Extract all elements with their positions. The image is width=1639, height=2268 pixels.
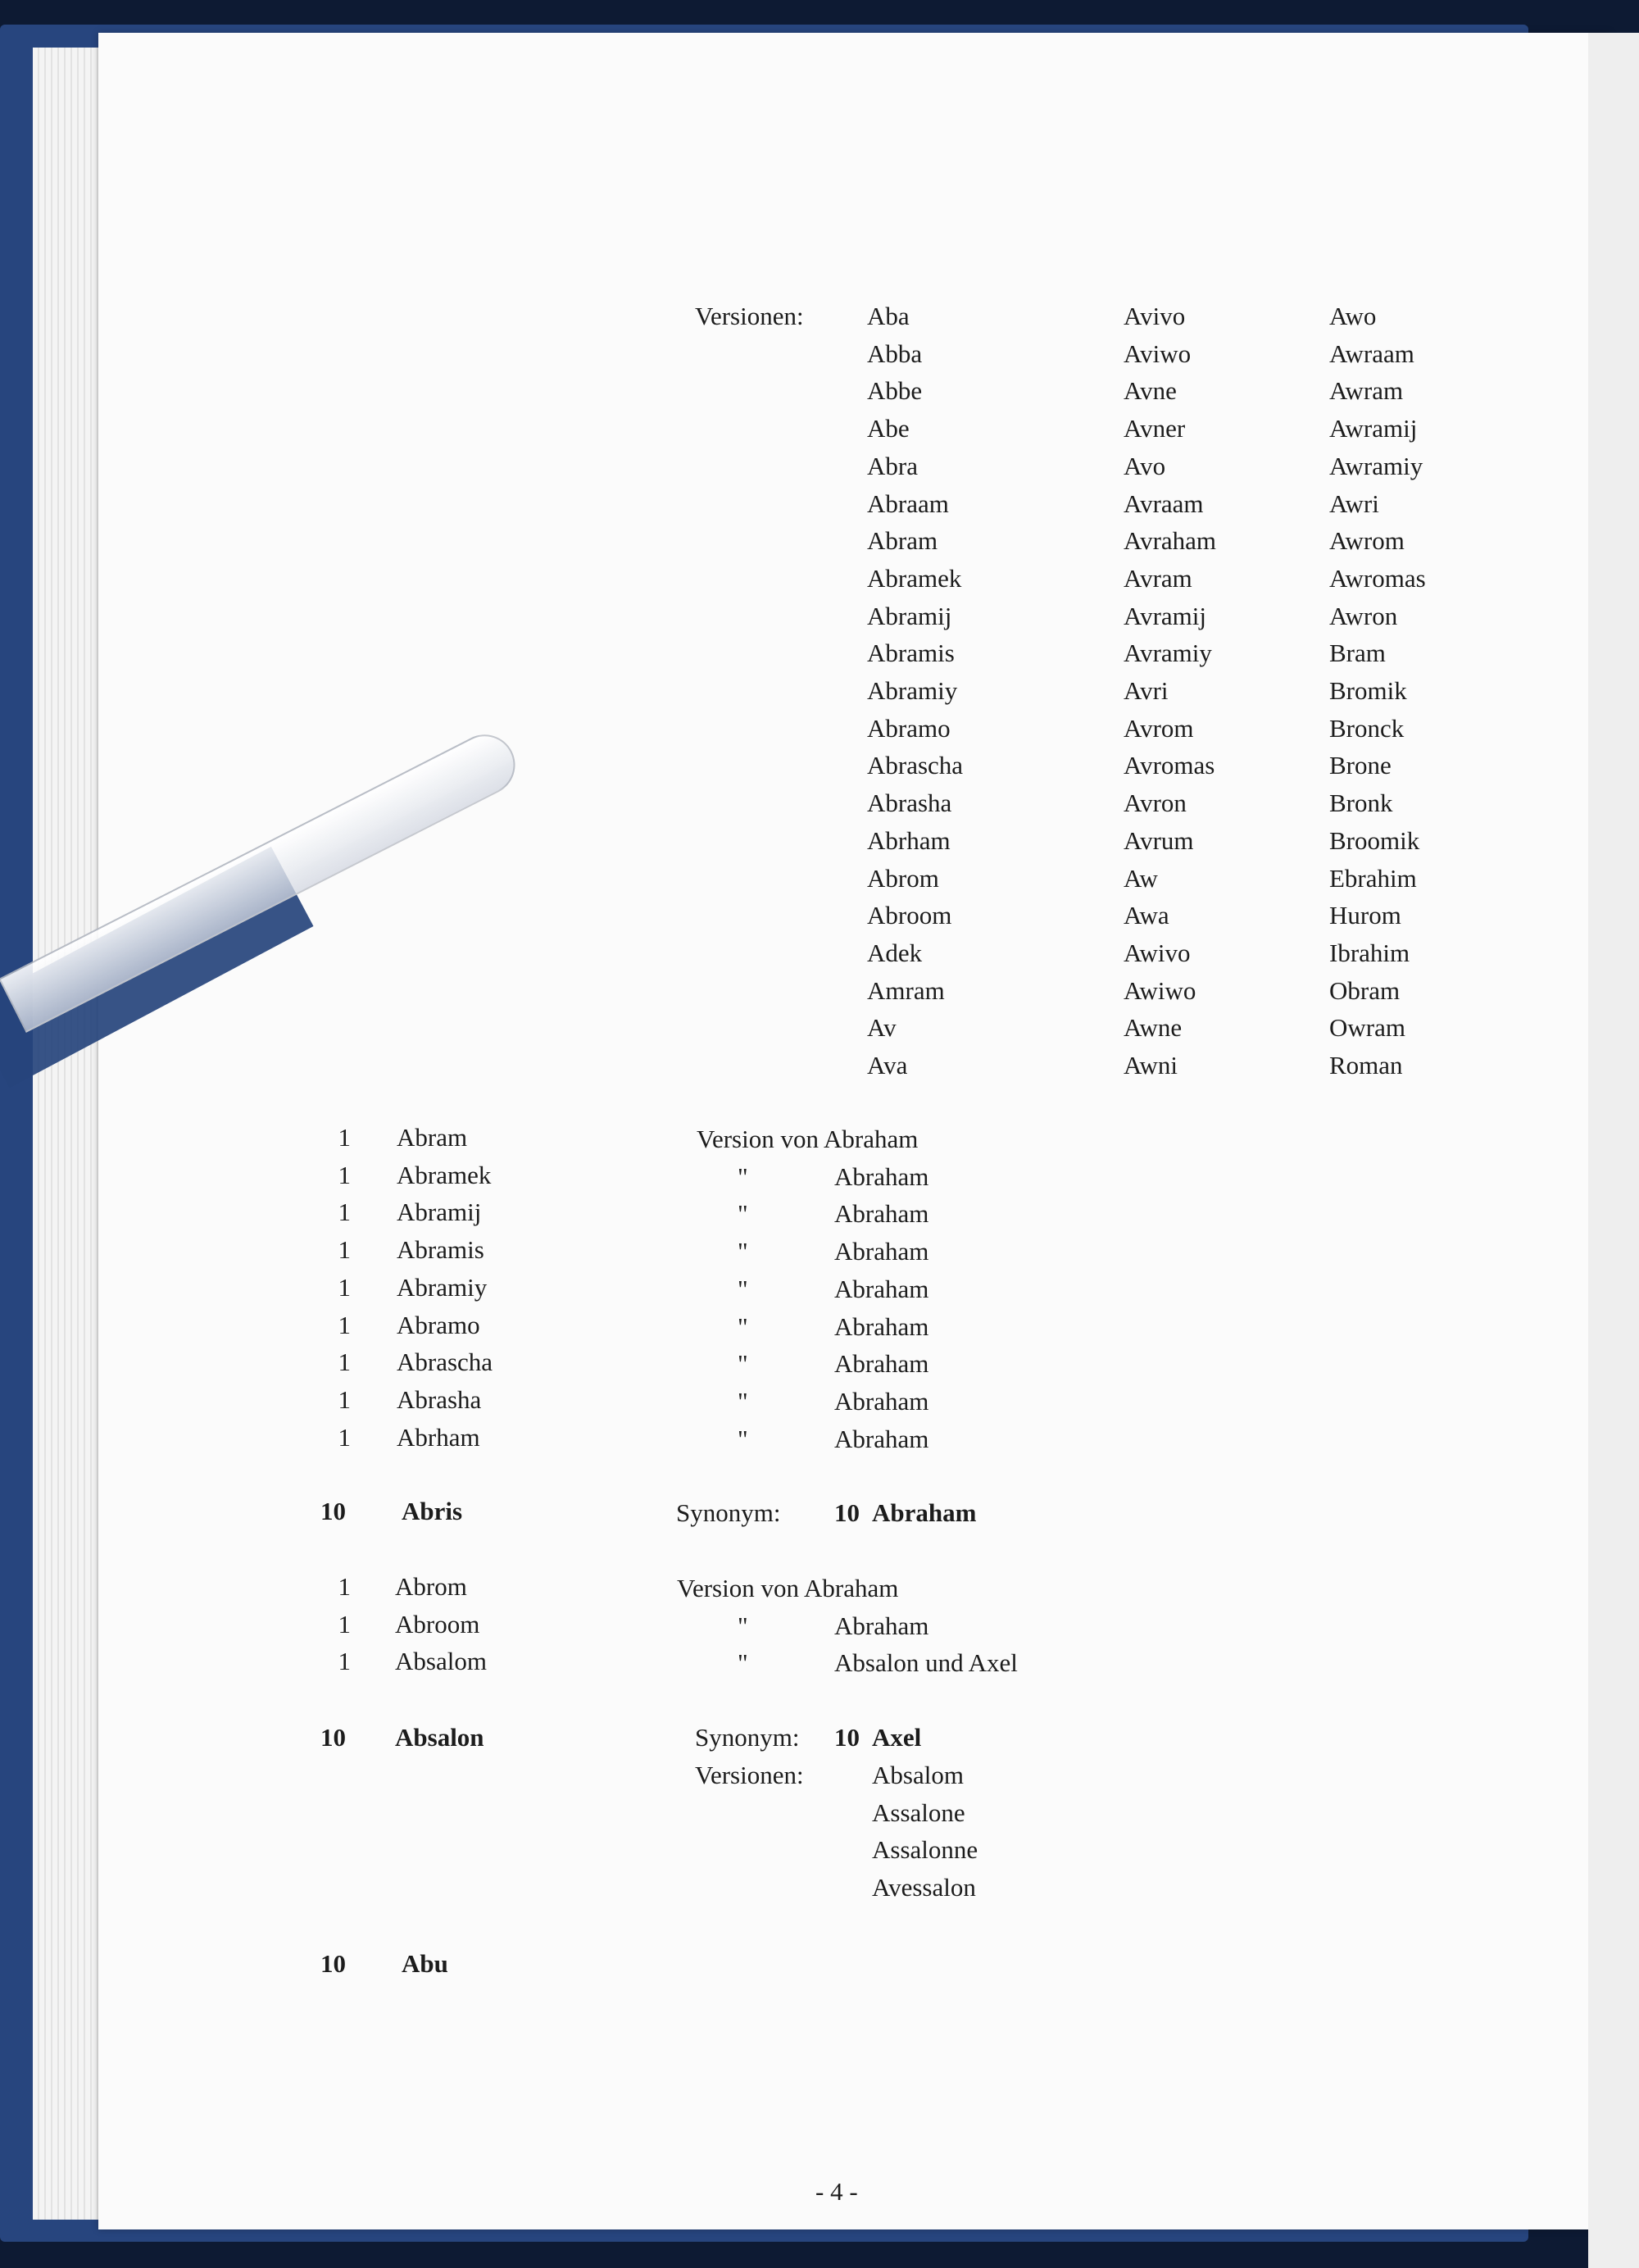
page-number: - 4 -	[815, 2177, 858, 2206]
version-item: Awni	[1124, 1051, 1178, 1079]
version-item: Awivo	[1124, 939, 1191, 967]
entry-name: Abramij	[397, 1198, 482, 1226]
version-item: Awram	[1329, 376, 1404, 405]
version-item: Broomik	[1329, 826, 1420, 855]
version-item: Absalom	[872, 1761, 964, 1789]
version-item: Owram	[1329, 1013, 1405, 1042]
entry-reference: Version von Abraham	[697, 1125, 919, 1153]
version-item: Avraam	[1124, 489, 1204, 518]
version-item: Obram	[1329, 976, 1401, 1005]
entry-reference: Abraham	[834, 1237, 929, 1266]
version-item: Awrom	[1329, 526, 1405, 555]
entry-number: 1	[338, 1273, 351, 1302]
entry-reference: Abraham	[834, 1275, 929, 1303]
version-item: Avraham	[1124, 526, 1217, 555]
entry-number: 1	[338, 1348, 351, 1376]
entry-name: Abrom	[395, 1572, 467, 1601]
version-item: Roman	[1329, 1051, 1403, 1079]
entry-reference: Abraham	[834, 1425, 929, 1453]
version-item: Awron	[1329, 602, 1398, 630]
facing-page-edge	[1588, 33, 1639, 2268]
entry-number: 10	[320, 1949, 346, 1978]
version-item: Aviwo	[1124, 339, 1192, 368]
ditto-mark: "	[738, 1237, 748, 1266]
entry-name: Abramiy	[397, 1273, 488, 1302]
version-item: Bram	[1329, 639, 1386, 667]
version-item: Awo	[1329, 302, 1377, 330]
version-item: Abra	[867, 452, 918, 480]
version-item: Abramo	[867, 714, 951, 743]
synonym-name: Axel	[872, 1723, 922, 1752]
version-item: Ava	[867, 1051, 908, 1079]
entry-name: Abrham	[397, 1423, 480, 1452]
entry-reference: Version von Abraham	[677, 1574, 899, 1602]
ditto-mark: "	[738, 1648, 748, 1677]
entry-number: 1	[338, 1647, 351, 1675]
version-item: Awne	[1124, 1013, 1183, 1042]
version-item: Avramiy	[1124, 639, 1212, 667]
version-item: Abraam	[867, 489, 949, 518]
entry-name: Abramo	[397, 1311, 480, 1339]
version-item: Avner	[1124, 414, 1186, 443]
version-item: Abe	[867, 414, 910, 443]
entry-number: 1	[338, 1572, 351, 1601]
version-item: Abba	[867, 339, 923, 368]
version-item: Avramij	[1124, 602, 1207, 630]
entry-name: Abroom	[395, 1610, 480, 1639]
version-item: Bronck	[1329, 714, 1405, 743]
entry-number: 1	[338, 1198, 351, 1226]
entry-name: Abram	[397, 1123, 468, 1152]
version-item: Abram	[867, 526, 938, 555]
synonym-number: 10	[834, 1498, 860, 1527]
version-item: Abrasha	[867, 789, 952, 817]
version-item: Hurom	[1329, 901, 1401, 929]
version-item: Abramis	[867, 639, 955, 667]
synonym-name: Abraham	[872, 1498, 977, 1527]
version-item: Avron	[1124, 789, 1187, 817]
versions-label: Versionen:	[695, 302, 804, 330]
version-item: Ibrahim	[1329, 939, 1410, 967]
entry-reference: Absalon und Axel	[834, 1648, 1018, 1677]
entry-name: Abramis	[397, 1235, 484, 1264]
entry-name: Absalom	[395, 1647, 487, 1675]
entry-name-abris: Abris	[402, 1497, 463, 1525]
version-item: Avne	[1124, 376, 1177, 405]
versions-label: Versionen:	[695, 1761, 804, 1789]
version-item: Avri	[1124, 676, 1169, 705]
synonym-number: 10	[834, 1723, 860, 1752]
version-item: Avessalon	[872, 1873, 976, 1902]
ditto-mark: "	[738, 1199, 748, 1228]
version-item: Awramij	[1329, 414, 1418, 443]
version-item: Amram	[867, 976, 945, 1005]
ditto-mark: "	[738, 1162, 748, 1191]
entry-name: Abramek	[397, 1161, 492, 1189]
version-item: Aw	[1124, 864, 1158, 893]
entry-number: 1	[338, 1423, 351, 1452]
version-item: Abrom	[867, 864, 939, 893]
ditto-mark: "	[738, 1349, 748, 1378]
ditto-mark: "	[738, 1611, 748, 1640]
version-item: Abramiy	[867, 676, 958, 705]
version-item: Bromik	[1329, 676, 1407, 705]
version-item: Avromas	[1124, 751, 1215, 779]
entry-name-abu: Abu	[402, 1949, 448, 1978]
entry-number: 1	[338, 1610, 351, 1639]
entry-reference: Abraham	[834, 1349, 929, 1378]
entry-number: 10	[320, 1497, 346, 1525]
version-item: Avrum	[1124, 826, 1194, 855]
version-item: Awa	[1124, 901, 1169, 929]
version-item: Bronk	[1329, 789, 1393, 817]
version-item: Adek	[867, 939, 923, 967]
version-item: Abroom	[867, 901, 952, 929]
entry-name-absalon: Absalon	[395, 1723, 484, 1752]
entry-number: 10	[320, 1723, 346, 1752]
ditto-mark: "	[738, 1312, 748, 1341]
version-item: Abramij	[867, 602, 952, 630]
version-item: Avo	[1124, 452, 1166, 480]
version-item: Brone	[1329, 751, 1392, 779]
ditto-mark: "	[738, 1387, 748, 1416]
version-item: Abbe	[867, 376, 923, 405]
synonym-label: Synonym:	[676, 1498, 781, 1527]
version-item: Avrom	[1124, 714, 1194, 743]
entry-number: 1	[338, 1123, 351, 1152]
entry-reference: Abraham	[834, 1312, 929, 1341]
version-item: Awraam	[1329, 339, 1414, 368]
version-item: Assalone	[872, 1798, 965, 1827]
entry-number: 1	[338, 1235, 351, 1264]
version-item: Awiwo	[1124, 976, 1196, 1005]
version-item: Avram	[1124, 564, 1192, 593]
entry-name: Abrascha	[397, 1348, 493, 1376]
version-item: Aba	[867, 302, 910, 330]
entry-reference: Abraham	[834, 1387, 929, 1416]
entry-reference: Abraham	[834, 1611, 929, 1640]
version-item: Abramek	[867, 564, 962, 593]
entry-number: 1	[338, 1385, 351, 1414]
version-item: Abrham	[867, 826, 951, 855]
entry-number: 1	[338, 1161, 351, 1189]
version-item: Abrascha	[867, 751, 964, 779]
page-edges	[33, 48, 102, 2220]
ditto-mark: "	[738, 1425, 748, 1453]
version-item: Awromas	[1329, 564, 1426, 593]
entry-reference: Abraham	[834, 1199, 929, 1228]
version-item: Awramiy	[1329, 452, 1423, 480]
entry-reference: Abraham	[834, 1162, 929, 1191]
version-item: Assalonne	[872, 1835, 978, 1864]
synonym-label: Synonym:	[695, 1723, 800, 1752]
version-item: Av	[867, 1013, 897, 1042]
ditto-mark: "	[738, 1275, 748, 1303]
entry-name: Abrasha	[397, 1385, 482, 1414]
version-item: Awri	[1329, 489, 1379, 518]
version-item: Ebrahim	[1329, 864, 1417, 893]
entry-number: 1	[338, 1311, 351, 1339]
version-item: Avivo	[1124, 302, 1186, 330]
